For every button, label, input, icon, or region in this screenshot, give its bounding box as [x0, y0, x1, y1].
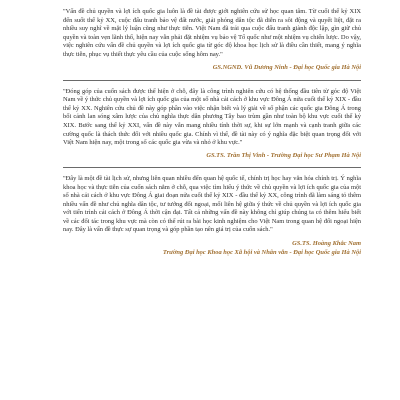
page-content: [63, 8, 361, 257]
testimonial-block: [63, 175, 361, 257]
testimonial-block: [63, 88, 361, 160]
testimonial-quote: "Vấn đề chủ quyền và lợi ích quốc gia luôn là đề tài được giới nghiên cứu sử học quan tâm. Từ cuối thế kỷ XIX đến suốt thế kỷ XX, cuộc đấu tranh bảo vệ đất nước, giải phóng dân tộc đã diễn ra sôi động và quyết liệt, đặt ra nhiều suy nghĩ về mặt lý luận cũng như thực tiễn. Việt Nam đã trải qua cuộc đấu tranh giành độc lập, gìn giữ chủ quyền và toàn vẹn lãnh thổ, hiện nay vẫn phải đặt nhiệm vụ bảo vệ Tổ quốc như một nhiệm vụ chiến lược. Do vậy, việc nghiên cứu vấn đề chủ quyền và lợi ích quốc gia từ góc độ khoa học lịch sử là điều cần thiết, mang ý nghĩa thực tiễn, phục vụ thiết thực yêu cầu của cuộc sống hôm nay.": [63, 8, 361, 58]
testimonial-quote: "Đóng góp của cuốn sách được thể hiện ở chỗ, đây là công trình nghiên cứu có hệ thống đầu tiên từ góc độ Việt Nam về ý thức chủ quyền và lợi ích quốc gia của một số nhà cải cách ở khu vực Đông Á nửa cuối thế kỷ XIX - đầu thế kỷ XX. Nghiên cứu chủ đề này góp phần vào việc nhận biết và lý giải về số phận các quốc gia Đông Á trong bối cảnh lan sóng xâm lược của chủ nghĩa thực dân phương Tây bao trùm gần như toàn bộ khu vực cuối thế kỷ XIX. Bước sang thế kỷ XXI, vấn đề này vẫn mang nhiều tính thời sự, khi sự lớn mạnh và cạnh tranh giữa các cường quốc là thách thức đối với nhiều quốc gia. Chính vì thế, đề tài này có ý nghĩa đặc biệt quan trọng đối với Việt Nam hiện nay, một trong số các quốc gia vừa và nhỏ ở khu vực.": [63, 87, 361, 147]
testimonial-block: [63, 8, 361, 73]
testimonial-quote: "Đây là một đề tài lịch sử, nhưng liên quan nhiều đến quan hệ quốc tế, chính trị học hay văn hóa chính trị. Ý nghĩa khoa học và thực tiễn của cuốn sách nằm ở chỗ, qua việc tìm hiểu ý thức về chủ quyền và lợi ích quốc gia của một số nhà cải cách ở khu vực Đông Á giai đoạn nửa cuối thế kỷ XIX - đầu thế kỷ XX, công trình đã làm sáng tỏ thêm nhiều vấn đề như chủ nghĩa dân tộc, tư tưởng đối ngoại, mối liên hệ giữa ý thức về chủ quyền và lợi ích quốc gia với tiến trình cải cách ở Đông Á thời cận đại. Tất cả những vấn đề này không chỉ giúp chúng ta có thêm hiểu biết về các đối tác trong khu vực mà còn có thể rút ra bài học kinh nghiệm cho Việt Nam trong quan hệ đối ngoại hiện nay. Đây là vấn đề thực sự quan trọng và góp phần tạo nên giá trị của cuốn sách.": [63, 175, 361, 234]
testimonial-signature-affiliation: Trường Đại học Khoa học Xã hội và Nhân văn - Đại học Quốc gia Hà Nội: [162, 248, 361, 256]
testimonial-signature: GS.TS. Trần Thị Vinh - Trường Đại học Sư Phạm Hà Nội: [206, 151, 361, 159]
testimonial-signature-name: GS.TS. Hoàng Khắc Nam: [292, 240, 361, 248]
section-divider: [63, 167, 361, 168]
testimonial-signature: GS.NGND. Vũ Dương Ninh - Đại học Quốc gia Hà Nội: [212, 64, 361, 72]
section-divider: [63, 80, 361, 81]
